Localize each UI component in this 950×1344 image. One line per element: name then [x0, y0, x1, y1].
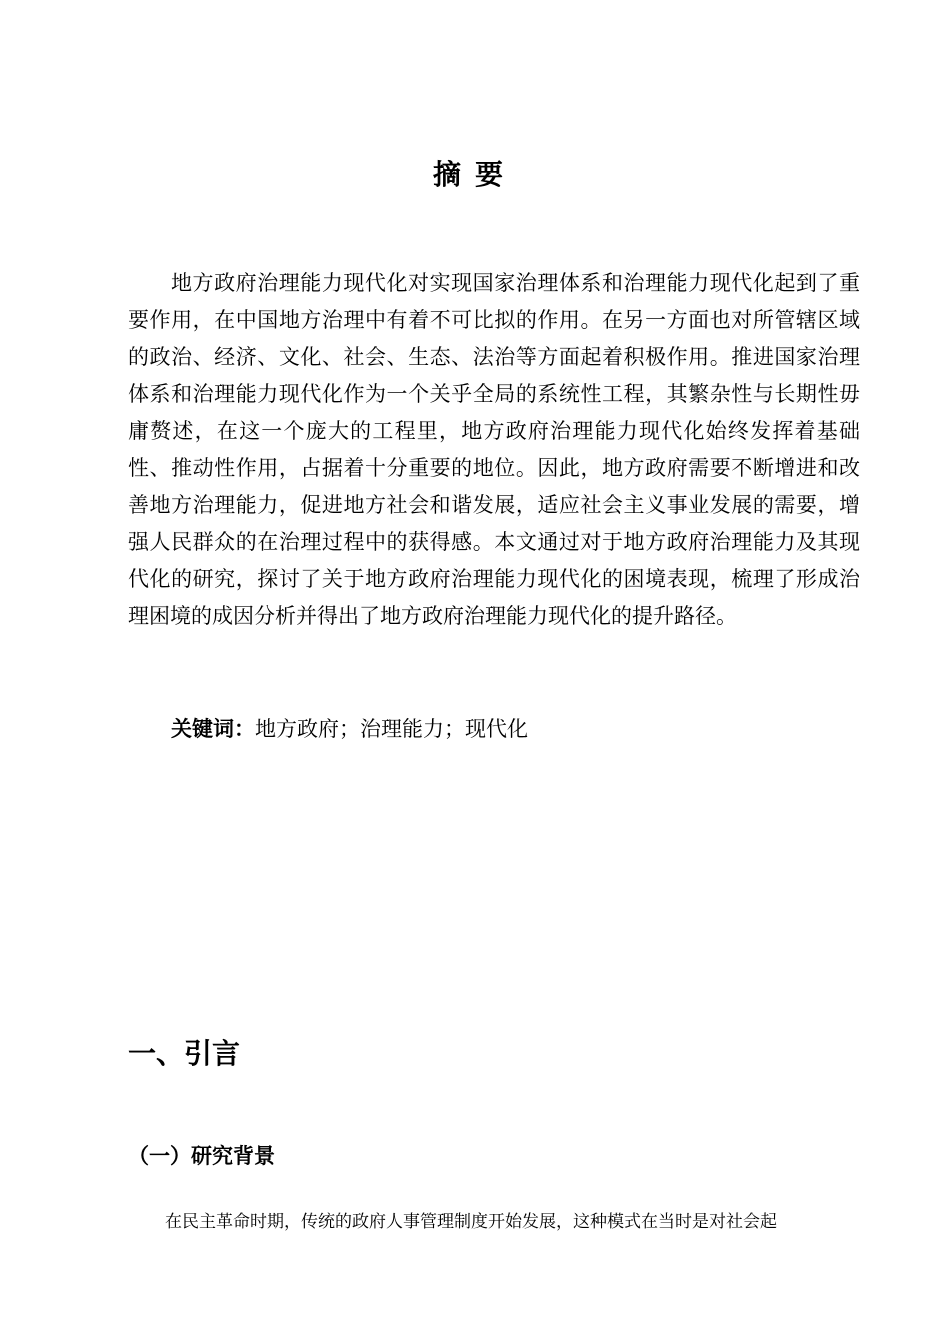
keywords-values: 地方政府；治理能力；现代化: [255, 717, 528, 741]
keywords-label: 关键词：: [171, 717, 255, 741]
abstract-title: 摘要: [432, 158, 517, 191]
subsection-heading-research-background: （一）研究背景: [128, 1144, 275, 1168]
abstract-body: 地方政府治理能力现代化对实现国家治理体系和治理能力现代化起到了重要作用，在中国地方治理中有着不可比拟的作用。在另一方面也对所管辖区域的政治、经济、文化、社会、生态、法治等方面起着积极作用。推进国家治理体系和治理能力现代化作为一个关乎全局的系统性工程，其繁杂性与长期性毋庸赘述，在这一个庞大的工程里，地方政府治理能力现代化始终发挥着基础性、推动性作用，占据着十分重要的地位。因此，地方政府需要不断增进和改善地方治理能力，促进地方社会和谐发展，适应社会主义事业发展的需要，增强人民群众的在治理过程中的获得感。本文通过对于地方政府治理能力及其现代化的研究，探讨了关于地方政府治理能力现代化的困境表现，梳理了形成治理困境的成因分析并得出了地方政府治理能力现代化的提升路径。: [128, 271, 860, 628]
body-paragraph: 在民主革命时期，传统的政府人事管理制度开始发展，这种模式在当时是对社会起: [165, 1212, 777, 1232]
section-heading-introduction: 一、引言: [128, 1037, 241, 1070]
keywords-line: [171, 712, 528, 746]
